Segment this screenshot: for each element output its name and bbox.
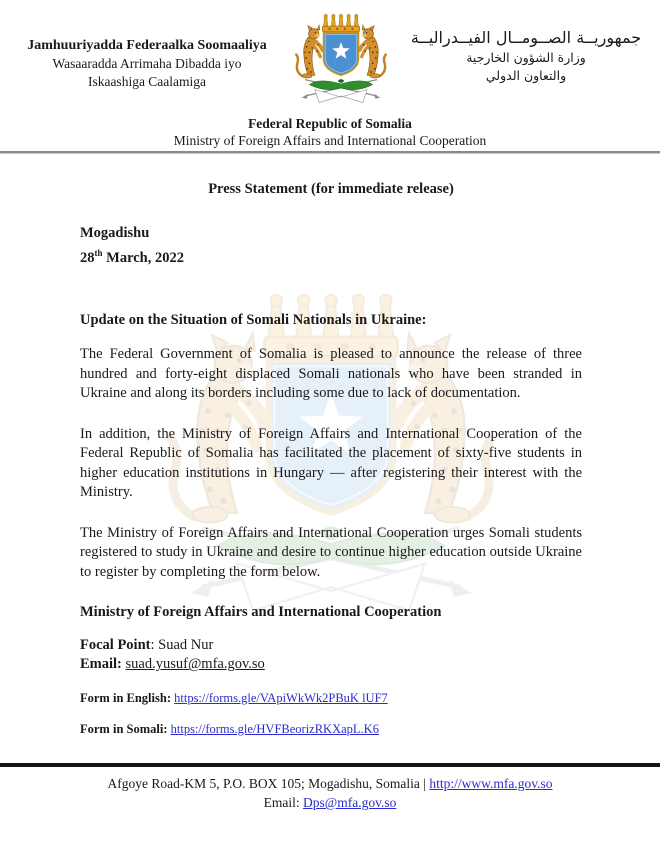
form-somali-label: Form in Somali: [80,721,168,736]
somalia-coat-of-arms [281,10,401,110]
letterhead-english-title: Federal Republic of Somalia [248,116,412,131]
statement-subheading: Ministry of Foreign Affairs and International Cooperation [80,604,442,621]
statement-place: Mogadishu [80,225,150,241]
letterhead-somali [14,37,280,91]
date-rest: March, 2022 [102,249,185,266]
form-english-line [80,690,582,706]
focal-point-label: Focal Point [80,636,151,653]
header-divider [0,151,660,154]
paragraph-3: The Ministry of Foreign Affairs and International Cooperation urges Somali students registered to study in Ukraine and desire to continue higher education outside Ukraine to register by completing the form below. [80,524,582,580]
statement-title: Press Statement (for immediate release) [208,181,454,197]
form-somali-link[interactable]: https://forms.gle/HVFBeorizRKXapL.K6 [170,721,379,736]
footer-website-link[interactable]: http://www.mfa.gov.so [429,776,553,791]
letterhead [0,0,660,156]
form-english-label: Form in English: [80,690,171,705]
statement-date [80,244,582,268]
contact-email-link[interactable]: suad.yusuf@mfa.gov.so [125,656,265,673]
letterhead-somali-line3: Iskaashiga Caalamiga [87,74,207,89]
footer-address: Afgoye Road-KM 5, P.O. BOX 105; Mogadishu, Somalia | [107,776,426,791]
paragraph-2: In addition, the Ministry of Foreign Affairs and International Cooperation of the Federal Republic of Somalia has facilitated the placement of sixty-five students in higher education institutions in Hungary — after registering their interest with the Ministry. [80,425,582,501]
paragraph-1: The Federal Government of Somalia is pleased to announce the release of three hundred and forty-eight displaced Somali nationals who have been stranded in Ukraine and along its borders including some due to lack of documentation. [80,346,582,402]
footer-email-link[interactable]: Dps@mfa.gov.so [303,795,397,810]
statement-body [0,181,660,737]
contact-email-line [80,655,582,675]
statement-heading: Update on the Situation of Somali Nationals in Ukraine: [80,311,427,328]
letterhead-arabic [400,26,652,85]
letterhead-arabic-title: جمهوريــة الصــومــال الفيــدراليــة [410,28,642,47]
footer [0,774,660,812]
footer-divider [0,763,660,767]
date-suffix: th [94,247,103,258]
letterhead-english [0,115,660,149]
letterhead-somali-line2: Wasaaradda Arrimaha Dibadda iyo [52,56,242,71]
form-english-link[interactable]: https://forms.gle/VApiWkWk2PBuK lUF7 [174,690,388,705]
form-somali-line [80,721,582,737]
focal-point-line [80,636,582,656]
date-day: 28 [80,249,95,266]
letterhead-somali-title: Jamhuuriyadda Federaalka Soomaaliya [27,38,267,53]
letterhead-english-subtitle: Ministry of Foreign Affairs and International Cooperation [173,133,487,148]
letterhead-arabic-line2: وزارة الشؤون الخارجية [466,50,586,66]
focal-point-value: : Suad Nur [150,636,214,653]
contact-block [80,636,582,675]
footer-address-line [0,774,660,793]
footer-email-label: Email: [263,795,300,810]
contact-email-label: Email: [80,656,122,673]
letterhead-arabic-line3: والتعاون الدولي [485,68,567,84]
footer-email-line [0,793,660,812]
